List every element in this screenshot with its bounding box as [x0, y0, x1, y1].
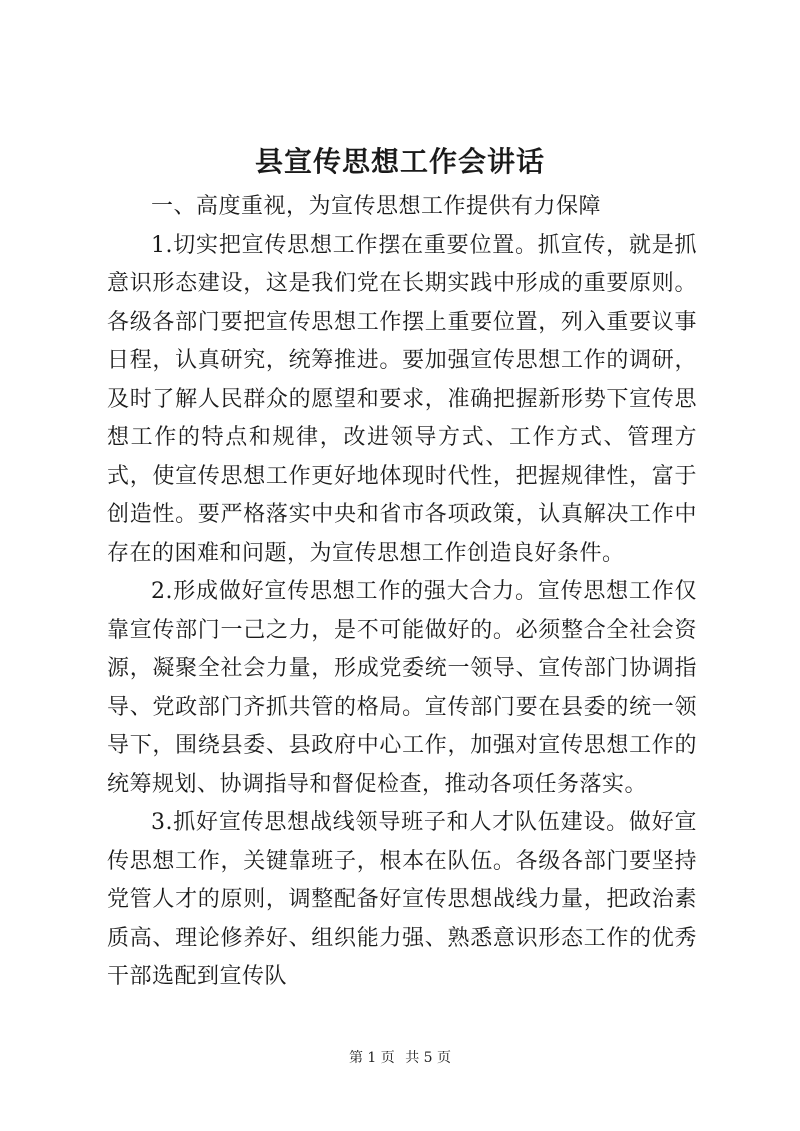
document-title: 县宣传思想工作会讲话 — [254, 145, 545, 178]
page-total: 共 5 页 — [405, 1050, 452, 1066]
paragraph-2: 2.形成做好宣传思想工作的强大合力。宣传思想工作仅靠宣传部门一己之力，是不可能做好的。必须整合全社会资源，凝聚全社会力量，形成党委统一领导、宣传部门协调指导、党政部门齐抓共管的格局。宣传部门要在县委的统一领导下，围绕县委、县政府中心工作，加强对宣传思想工作的统筹规划、协调指导和督促检查，推动各项任务落实。 — [107, 579, 697, 797]
paragraph-1: 1.切实把宣传思想工作摆在重要位置。抓宣传，就是抓意识形态建设，这是我们党在长期实践中形成的重要原则。各级各部门要把宣传思想工作摆上重要位置，列入重要议事日程，认真研究，统筹推进。要加强宣传思想工作的调研，及时了解人民群众的愿望和要求，准确把握新形势下宣传思想工作的特点和规律，改进领导方式、工作方式、管理方式，使宣传思想工作更好地体现时代性，把握规律性，富于创造性。要严格落实中央和省市各项政策，认真解决工作中存在的困难和问题，为宣传思想工作创造良好条件。 — [107, 232, 697, 566]
document-body — [107, 188, 697, 997]
page-number: 第 1 页 — [348, 1050, 395, 1066]
paragraph-3: 3.抓好宣传思想战线领导班子和人才队伍建设。做好宣传思想工作，关键靠班子，根本在队伍。各级各部门要坚持党管人才的原则，调整配备好宣传思想战线力量，把政治素质高、理论修养好、组织能力强、熟悉意识形态工作的优秀干部选配到宣传队 — [107, 810, 697, 989]
section-heading: 一、高度重视，为宣传思想工作提供有力保障 — [151, 194, 602, 219]
page-footer — [0, 1047, 800, 1067]
